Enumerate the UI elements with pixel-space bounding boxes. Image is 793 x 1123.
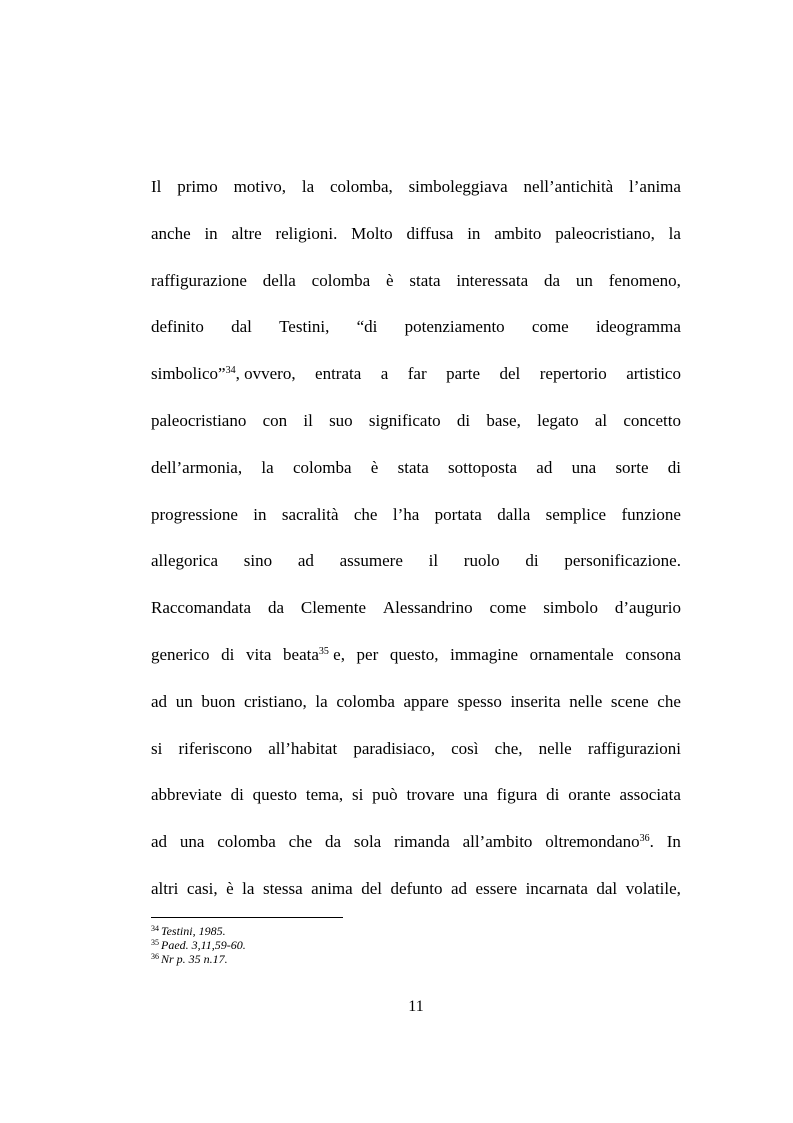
text-line-12: ad un buon cristiano, la colomba appare spesso inserita nelle scene che [151,691,681,711]
text-line-15: ad una colomba che da sola rimanda all’ambito oltremondano$^{36}$. In [151,832,681,852]
text-line-6: paleocristiano con il suo significato di base, legato al concetto [151,410,681,430]
footnote-ref-35: 35 [318,645,329,657]
text-line-4: definito dal Testini, “di potenziamento come ideogramma [151,317,681,337]
text-line-1: Il primo motivo, la colomba, simboleggiava nell’antichità l’anima [151,177,681,196]
footnote-text: Nr p. 35 n.17. [161,952,228,966]
footnote-34 [151,924,246,938]
text-line-7: dell’armonia, la colomba è stata sottoposta ad una sorte di [151,457,681,477]
footnote-separator [151,917,343,918]
footnote-text: Testini, 1985. [161,924,226,938]
text-line-8: progressione in sacralità che l’ha portata dalla semplice funzione [151,504,681,524]
text-line-9: allegorica sino ad assumere il ruolo di personificazione. [151,551,681,571]
footnote-35 [151,938,246,952]
text-line-16: altri casi, è la stessa anima del defunto ad essere incarnata dal volatile, [151,878,681,898]
text-line-14: abbreviate di questo tema, si può trovare una figura di orante associata [151,785,681,805]
text-line-11: generico di vita beata$^{35}$ e, per questo, immagine ornamentale consona [151,644,681,664]
footnote-36 [151,952,246,966]
page-number: 11 [408,998,424,1015]
text-line-5: simbolico”$^{34}$, ovvero, entrata a far parte del repertorio artistico [151,364,681,384]
footnote-ref-36: 36 [639,833,650,845]
text-line-13: si riferiscono all’habitat paradisiaco, così che, nelle raffigurazioni [151,738,681,758]
text-line-3: raffigurazione della colomba è stata interessata da un fenomeno, [151,270,681,290]
footnote-text: Paed. 3,11,59-60. [161,938,246,952]
body-text [151,164,681,913]
footnotes [151,924,246,966]
footnote-number: 36 [151,952,159,961]
text-line-2: anche in altre religioni. Molto diffusa in ambito paleocristiano, la [151,223,681,243]
footnote-number: 34 [151,924,159,933]
text-line-10: Raccomandata da Clemente Alessandrino come simbolo d’augurio [151,598,681,618]
footnote-ref-34: 34 [225,365,236,377]
footnote-number: 35 [151,938,159,947]
